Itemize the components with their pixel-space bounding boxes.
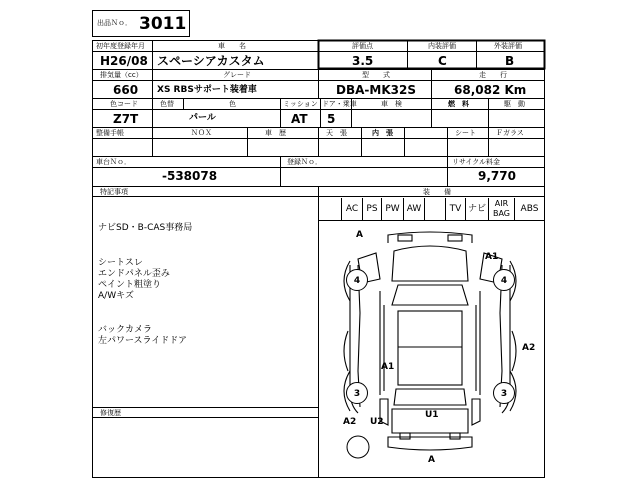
equipment-ac: AC <box>341 198 363 220</box>
exterior-grade-label: 外装評価 <box>494 42 522 50</box>
mark-u2: U2 <box>370 417 384 427</box>
equipment-blank <box>425 198 446 220</box>
note-line-7: 左パワースライドドア <box>98 336 188 346</box>
doors-value: 5 <box>327 112 336 126</box>
color-value: パール <box>189 113 216 123</box>
maintenance-book-label: 整備手帳 <box>96 129 124 137</box>
mark-front-a: A <box>356 230 363 240</box>
doors-label: ドア・乗車 <box>322 100 357 108</box>
equipment-header: 装 備 <box>423 188 451 196</box>
score-value: 3.5 <box>352 54 374 68</box>
recycle-fee-value: 9,770 <box>478 169 516 183</box>
windshield-label: Ｆガラス <box>496 129 524 137</box>
note-line-6: バックカメラ <box>98 325 153 335</box>
color-code-label: 色コード <box>110 100 138 108</box>
mileage-value: 68,082 Km <box>454 83 527 97</box>
recycle-fee-label: リサイクル料金 <box>452 158 501 166</box>
model-code-label: 型 式 <box>362 71 390 79</box>
note-line-3: エンドパネル歪み <box>98 269 170 279</box>
interior-trim-label: 内 張 <box>372 129 393 137</box>
score-label: 評価点 <box>352 42 373 50</box>
chassis-number-label: 車台Ｎｏ． <box>96 158 131 166</box>
registration-number-label: 登録Ｎｏ． <box>287 158 322 166</box>
color-code-value: Z7T <box>113 112 139 126</box>
note-line-4: ペイント粗塗り <box>98 280 162 290</box>
chassis-number-value: -538078 <box>162 169 218 183</box>
note-line-2: シートスレ <box>98 258 143 268</box>
mark-a1-center: A1 <box>381 362 395 372</box>
mark-a2-right: A2 <box>522 343 536 353</box>
equipment-navi: ナビ <box>466 198 489 220</box>
car-diagram <box>318 221 544 477</box>
equipment-airbag: AIR BAG <box>489 198 515 220</box>
mark-a2-left: A2 <box>343 417 357 427</box>
lot-number-label: 出品Ｎｏ． <box>97 19 132 27</box>
nox-label: ＮＯＸ <box>191 129 212 137</box>
transmission-label: ミッション <box>283 100 318 108</box>
roof-lining-label: 天 張 <box>326 129 347 137</box>
equipment-aw: AW <box>404 198 425 220</box>
repair-history-label: 修復歴 <box>100 409 121 417</box>
tire-front-left: 4 <box>346 269 368 291</box>
grade-value: XS RBSサポート装着車 <box>157 85 257 95</box>
seat-label: シート <box>455 129 476 137</box>
interior-grade-label: 内装評価 <box>428 42 456 50</box>
equipment-pw: PW <box>382 198 404 220</box>
equipment-tv: TV <box>446 198 466 220</box>
car-history-label: 車 歴 <box>265 129 286 137</box>
first-registration-value: H26/08 <box>100 54 148 68</box>
color-change-label: 色替 <box>160 100 174 108</box>
first-registration-label: 初年度登録年月 <box>96 42 145 50</box>
car-name-label: 車 名 <box>218 42 246 50</box>
grade-label: グレード <box>223 71 251 79</box>
note-line-5: A/Wキズ <box>98 291 134 301</box>
exterior-grade-value: B <box>505 54 515 68</box>
transmission-value: AT <box>291 112 308 126</box>
lot-number: 3011 <box>139 14 187 34</box>
mark-u1: U1 <box>425 410 439 420</box>
equipment-abs: ABS <box>520 204 539 214</box>
drive-label: 駆 動 <box>504 100 525 108</box>
car-name-value: スペーシアカスタム <box>157 54 265 68</box>
equipment-ps: PS <box>363 198 382 220</box>
displacement-label: 排気量（cc） <box>100 71 143 79</box>
tire-rear-left: 3 <box>346 382 368 404</box>
tire-front-right: 4 <box>493 269 515 291</box>
inspection-label: 車 検 <box>381 100 402 108</box>
fuel-label: 燃 料 <box>448 100 469 108</box>
color-label: 色 <box>229 100 236 108</box>
displacement-value: 660 <box>113 83 139 97</box>
notes-header: 特記事項 <box>100 188 128 196</box>
mark-a1-right: A1 <box>485 252 499 262</box>
interior-grade-value: C <box>438 54 447 68</box>
mileage-label: 走 行 <box>479 71 507 79</box>
mark-rear-a: A <box>428 455 435 465</box>
model-code-value: DBA-MK32S <box>336 83 416 97</box>
note-line-1: ナビSD・B-CAS事務局 <box>98 223 193 233</box>
tire-rear-right: 3 <box>493 382 515 404</box>
